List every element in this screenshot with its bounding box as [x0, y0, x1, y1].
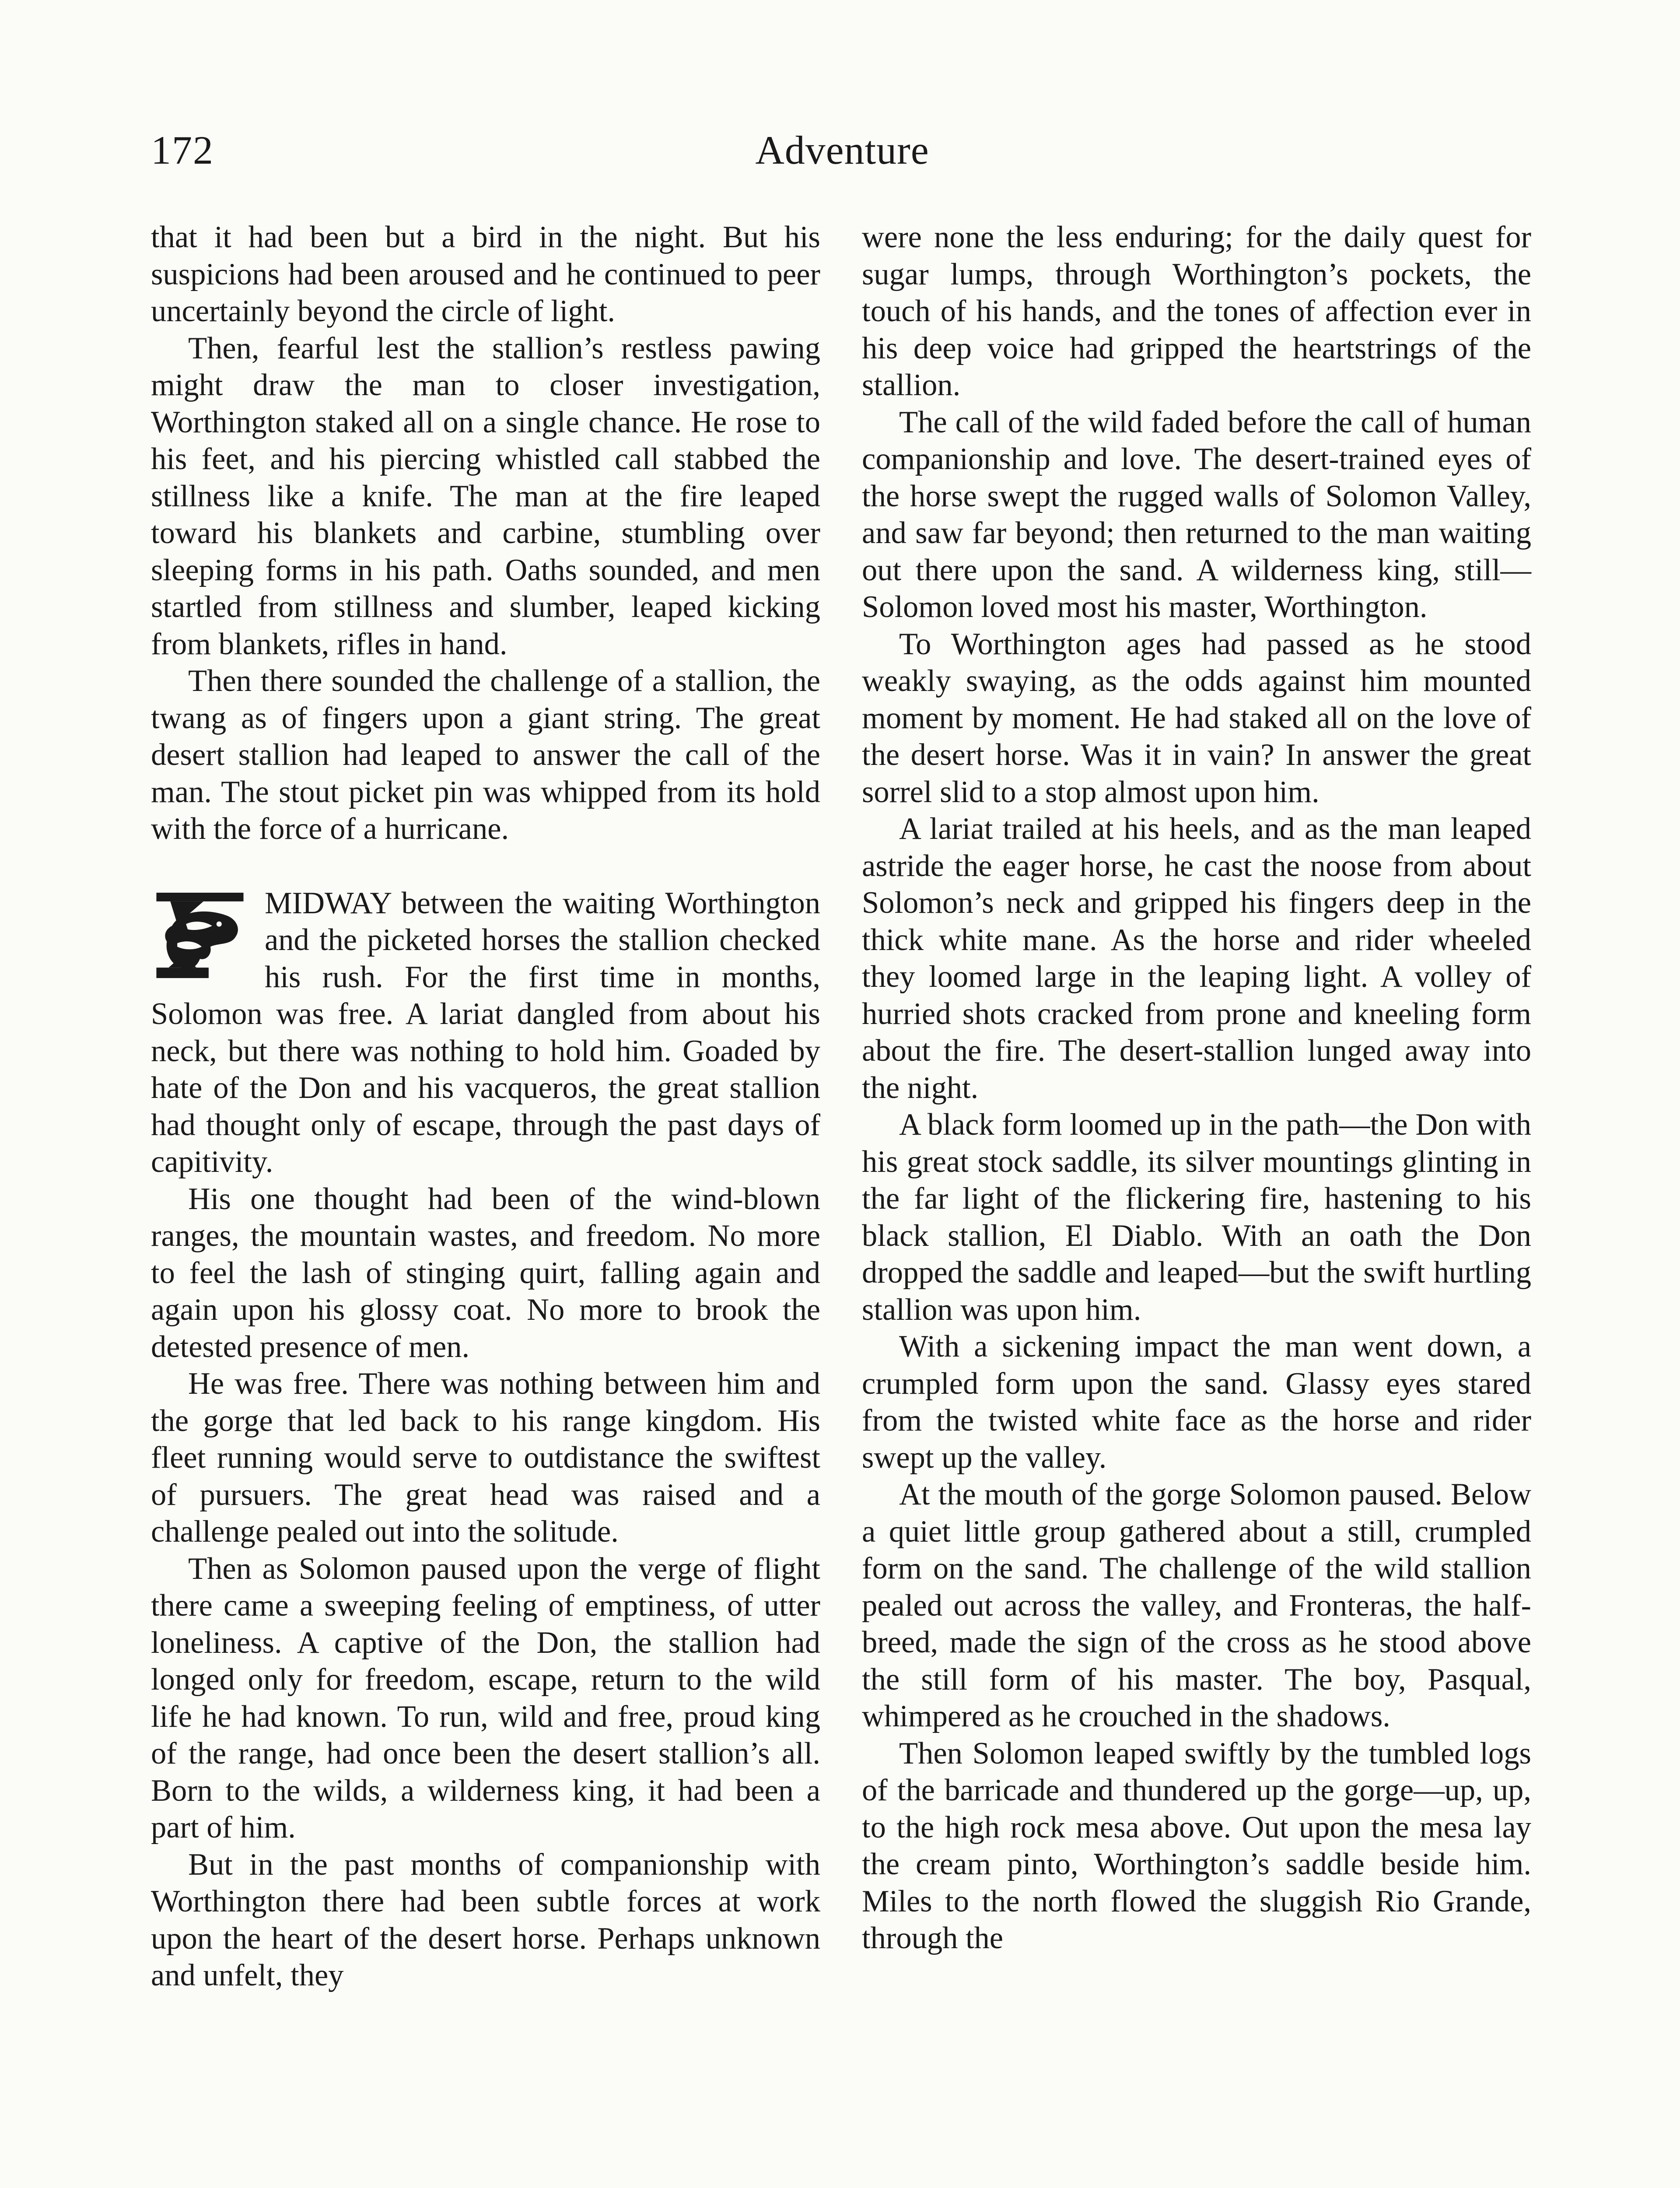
paragraph: His one thought had been of the wind-blown ranges, the mountain wastes, and freedom. No more to feel the lash of stinging quirt, falling again and again upon his glossy coat. No more to brook the detested presence of men.: [151, 1182, 820, 1364]
horse-head-dropcap-icon: [151, 889, 247, 983]
paragraph: that it had been but a bird in the night. But his suspicions had been aroused and he continued to peer uncertainly beyond the circle of light.: [151, 220, 820, 328]
paragraph: The call of the wild faded before the call of human companionship and love. The desert-trained eyes of the horse swept the rugged walls of Solomon Valley, and saw far beyond; then returned to the man waiting out there upon the sand. A wilderness king, still—Solomon loved most his master, Worthington.: [862, 405, 1531, 624]
paragraph: Then Solomon leaped swiftly by the tumbled logs of the barricade and thundered up the gorge—up, up, to the high rock mesa above. Out upon the mesa lay the cream pinto, Worthington’s saddle beside him. Miles to the north flowed the sluggish Rio Grande, through the: [862, 1736, 1531, 1955]
page-header: [151, 127, 1533, 193]
left-column: [151, 219, 820, 1994]
paragraph: Then, fearful lest the stallion’s restless pawing might draw the man to closer investigation, Worthington staked all on a single chance. He rose to his feet, and his piercing whistled call stabbed the stillness like a knife. The man at the fire leaped toward his blankets and carbine, stumbling over sleeping forms in his path. Oaths sounded, and men startled from stillness and slumber, leaped kicking from blankets, rifles in hand.: [151, 331, 820, 661]
paragraph: A black form loomed up in the path—the Don with his great stock saddle, its silver mountings glinting in the far light of the flickering fire, hastening to his black stallion, El Diablo. With an oath the Don dropped the saddle and leaped—but the swift hurtling stallion was upon him.: [862, 1108, 1531, 1327]
paragraph: But in the past months of companionship with Worthington there had been subtle forces at work upon the heart of the desert horse. Perhaps unknown and unfelt, they: [151, 1847, 820, 1992]
paragraph: were none the less enduring; for the daily quest for sugar lumps, through Worthington’s pockets, the touch of his hands, and the tones of affection ever in his deep voice had gripped the heartstrings of the stallion.: [862, 220, 1531, 402]
paragraph: A lariat trailed at his heels, and as the man leaped astride the eager horse, he cast the noose from about Solomon’s neck and gripped his fingers deep in the thick white mane. As the horse and rider wheeled they loomed large in the leaping light. A volley of hurried shots cracked from prone and kneeling form about the fire. The desert-stallion lunged away into the night.: [862, 812, 1531, 1105]
paragraph: At the mouth of the gorge Solomon paused. Below a quiet little group gathered about a still, crumpled form on the sand. The challenge of the wild stallion pealed out across the valley, and Fronteras, the half-breed, made the sign of the cross as he stood above the still form of his master. The boy, Pasqual, whimpered as he crouched in the shadows.: [862, 1477, 1531, 1733]
paragraph: Then there sounded the challenge of a stallion, the twang as of fingers upon a giant string. The great desert stallion had leaped to answer the call of the man. The stout picket pin was whipped from its hold with the force of a hurricane.: [151, 664, 820, 846]
paragraph: With a sickening impact the man went down, a crumpled form upon the sand. Glassy eyes stared from the twisted white face as the horse and rider swept up the valley.: [862, 1329, 1531, 1475]
page-number: 172: [151, 128, 214, 172]
dropcap-paragraph: MIDWAY between the waiting Worthington and the picketed horses the stallion checked his rush. For the first time in months, Solomon was free. A lariat dangled from about his neck, but there was nothing to hold him. Goaded by hate of the Don and his vacqueros, the great stallion had thought only of escape, through the past days of capitivity.: [151, 886, 820, 1179]
paragraph: He was free. There was nothing between him and the gorge that led back to his range kingdom. His fleet running would serve to outdistance the swiftest of pursuers. The great head was raised and a challenge pealed out into the solitude.: [151, 1367, 820, 1549]
running-title: Adventure: [755, 128, 929, 172]
right-column: [862, 219, 1531, 1957]
paragraph: Then as Solomon paused upon the verge of flight there came a sweeping feeling of emptiness, of utter loneliness. A captive of the Don, the stallion had longed only for freedom, escape, return to the wild life he had known. To run, wild and free, proud king of the range, had once been the desert stallion’s all. Born to the wilds, a wilderness king, it had been a part of him.: [151, 1551, 820, 1844]
paragraph: To Worthington ages had passed as he stood weakly swaying, as the odds against him mounted moment by moment. He had staked all on the love of the desert horse. Was it in vain? In answer the great sorrel slid to a stop almost upon him.: [862, 627, 1531, 809]
